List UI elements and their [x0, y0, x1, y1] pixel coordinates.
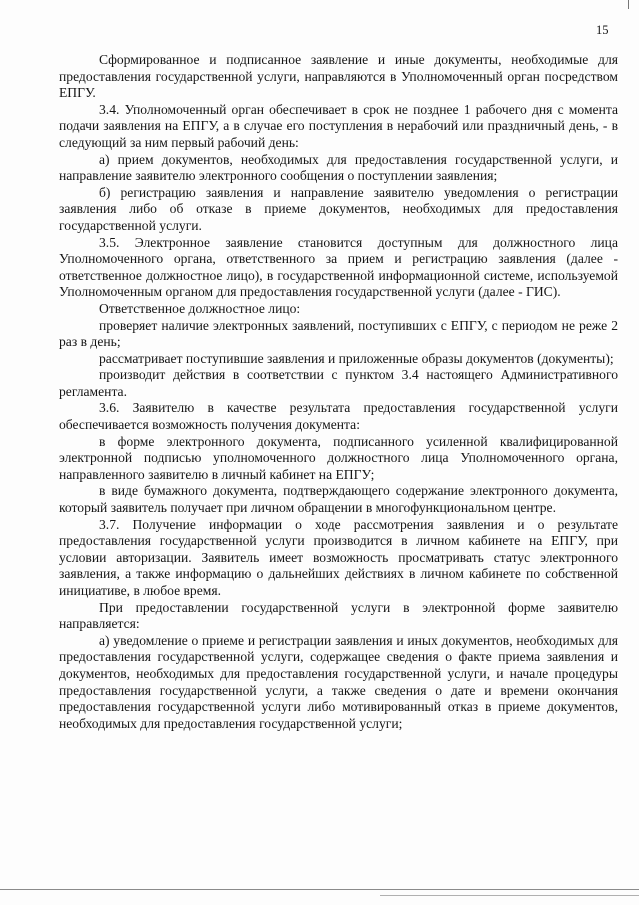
paragraph: в форме электронного документа, подписанного усиленной квалифицированной электронной подписью уполномоченного должностного лица Уполномоченного органа, направленного заявителю в личный кабинет на ЕПГУ; — [59, 433, 618, 482]
paragraph: проверяет наличие электронных заявлений, поступивших с ЕПГУ, с периодом не реже 2 раз в день; — [59, 317, 618, 350]
paragraph: в виде бумажного документа, подтверждающего содержание электронного документа, который заявитель получает при личном обращении в многофункциональном центре. — [59, 483, 618, 516]
paragraph: При предоставлении государственной услуги в электронной форме заявителю направляется: — [59, 599, 618, 632]
paragraph: Сформированное и подписанное заявление и иные документы, необходимые для предоставления государственной услуги, направляются в Уполномоченный орган посредством ЕПГУ. — [59, 52, 618, 101]
paragraph: а) уведомление о приеме и регистрации заявления и иных документов, необходимых для предоставления государственной услуги, содержащее сведения о факте приема заявления и документов, необходимых для предоставления государственной услуги, и начале процедуры предоставления государственной услуги, а также сведения о дате и времени окончания предоставления государственной услуги либо мотивированный отказ в приеме документов, необходимых для предоставления государственной услуги; — [59, 632, 618, 731]
paragraph: 3.7. Получение информации о ходе рассмотрения заявления и о результате предоставления государственной услуги производится в личном кабинете на ЕПГУ, при условии авторизации. Заявитель имеет возможность просматривать статус электронного заявления, а также информацию о дальнейших действиях в личном кабинете по собственной инициативе, в любое время. — [59, 516, 618, 598]
paragraph: 3.5. Электронное заявление становится доступным для должностного лица Уполномоченного органа, ответственного за прием и регистрацию заявления (далее - ответственное должностное лицо), в государственной информационной системе, используемой Уполномоченным органом для предоставления государственной услуги (далее - ГИС). — [59, 234, 618, 300]
paragraph: 3.4. Уполномоченный орган обеспечивает в срок не позднее 1 рабочего дня с момента подачи заявления на ЕПГУ, а в случае его поступления в нерабочий или праздничный день, - в следующий за ним первый рабочий день: — [59, 101, 618, 150]
paragraph: а) прием документов, необходимых для предоставления государственной услуги, и направление заявителю электронного сообщения о поступлении заявления; — [59, 151, 618, 184]
paragraph: рассматривает поступившие заявления и приложенные образы документов (документы); — [99, 350, 614, 366]
paragraph: 3.6. Заявителю в качестве результата предоставления государственной услуги обеспечивается возможность получения документа: — [59, 400, 618, 433]
document-body — [59, 52, 618, 732]
scan-edge-line — [380, 895, 639, 896]
paragraph: Ответственное должностное лицо: — [99, 300, 301, 316]
page-number: 15 — [596, 23, 609, 37]
scan-mark — [628, 0, 629, 9]
scan-edge-line — [0, 889, 639, 890]
paragraph: б) регистрацию заявления и направление заявителю уведомления о регистрации заявления либо об отказе в приеме документов, необходимых для предоставления государственной услуги. — [59, 184, 618, 233]
paragraph: производит действия в соответствии с пунктом 3.4 настоящего Административного регламента. — [59, 367, 618, 399]
